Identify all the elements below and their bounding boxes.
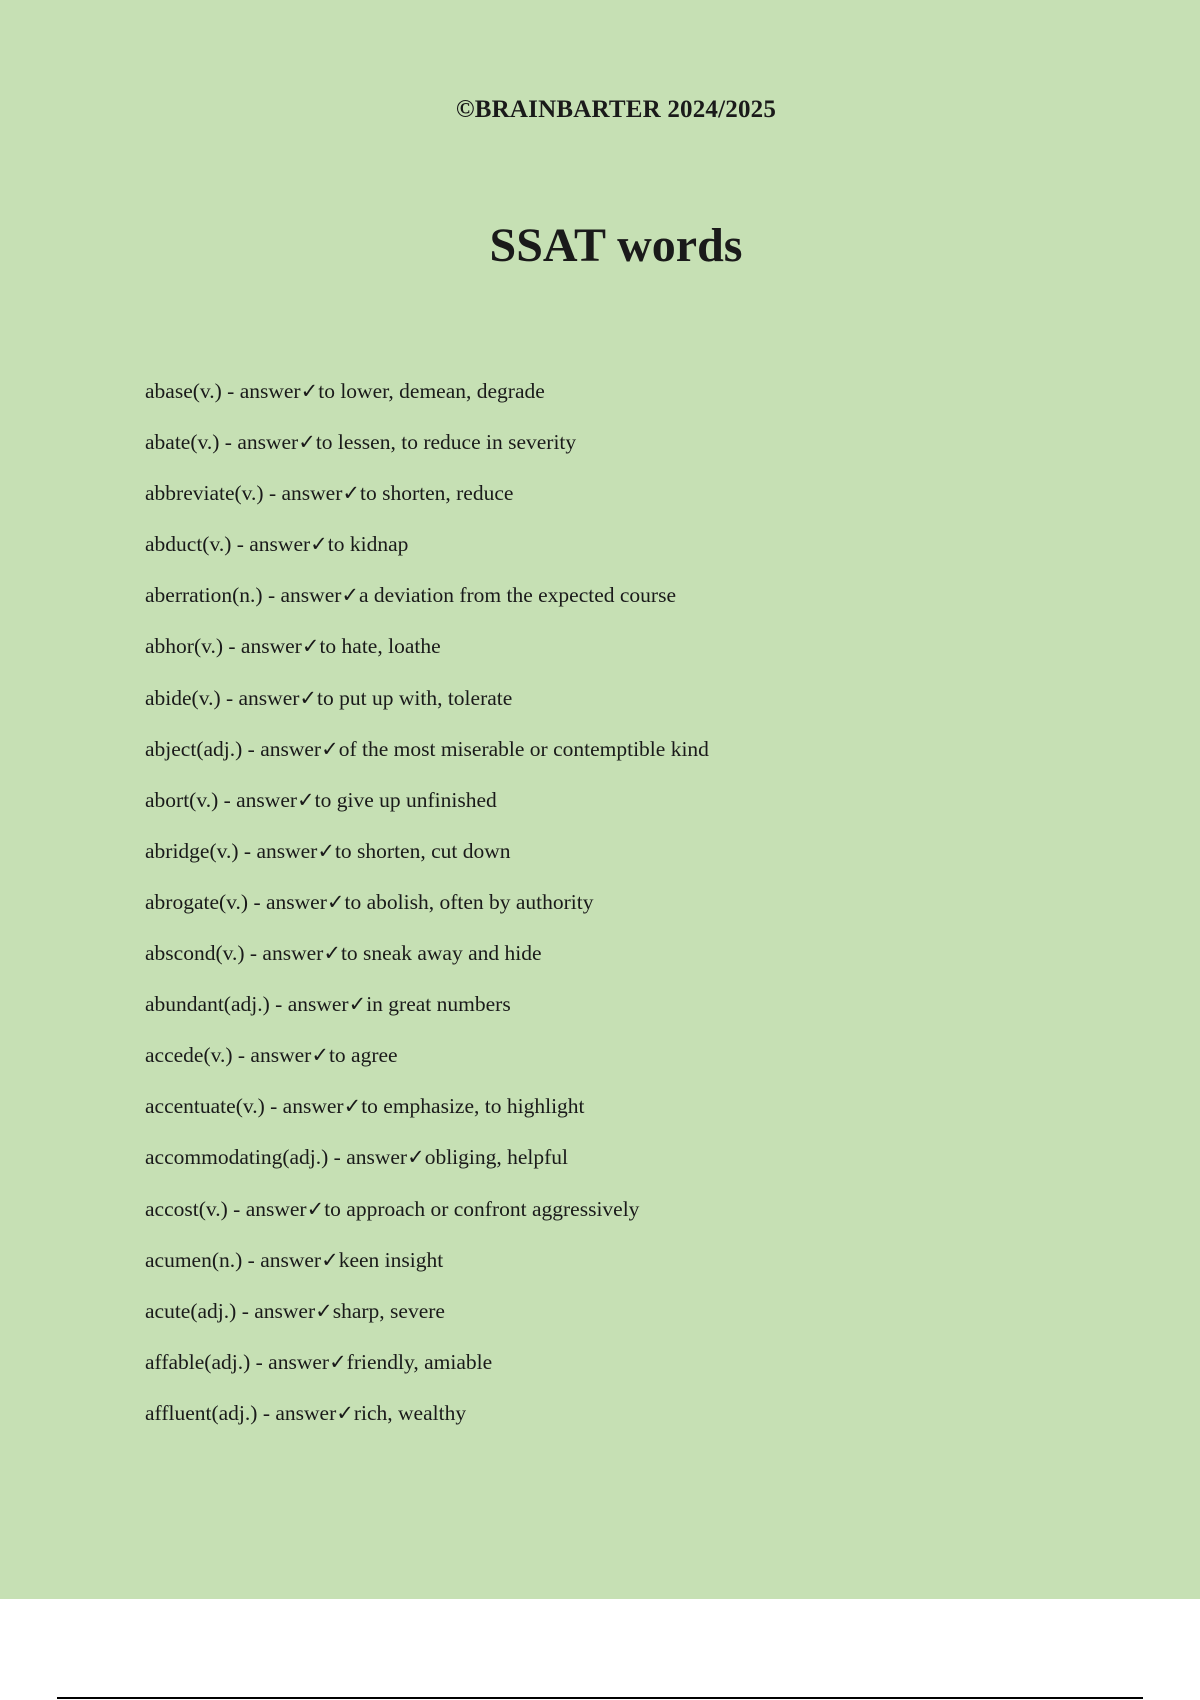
entry-separator: - answer [248, 889, 327, 914]
entry-separator: - answer [264, 1094, 344, 1119]
vocabulary-entry [145, 577, 709, 628]
checkmark-icon: ✓ [321, 736, 339, 761]
entry-word: affable(adj.) [145, 1349, 251, 1374]
entry-word: abort(v.) [145, 787, 219, 812]
checkmark-icon: ✓ [298, 430, 316, 455]
vocabulary-entry [145, 475, 709, 526]
entry-definition: to lower, demean, degrade [318, 379, 545, 403]
entry-separator: - answer [218, 787, 298, 812]
checkmark-icon: ✓ [348, 992, 367, 1017]
entry-separator: - answer [223, 634, 302, 659]
entry-definition: rich, wealthy [353, 1400, 467, 1425]
checkmark-icon: ✓ [407, 1145, 425, 1170]
entry-word: accommodating(adj.) [145, 1145, 329, 1170]
vocabulary-entry [145, 833, 709, 884]
entry-word: abase(v.) [145, 379, 222, 403]
vocabulary-entry [145, 1191, 709, 1242]
checkmark-icon: ✓ [300, 379, 319, 403]
entry-definition: to sneak away and hide [340, 941, 542, 966]
entry-separator: - answer [242, 736, 322, 761]
vocabulary-entry [145, 782, 709, 833]
checkmark-icon: ✓ [329, 1349, 347, 1374]
vocabulary-list [145, 373, 709, 1446]
entry-separator: - answer [250, 1349, 330, 1374]
vocabulary-entry [145, 935, 709, 986]
entry-word: acute(adj.) [145, 1298, 237, 1323]
entry-separator: - answer [269, 992, 349, 1017]
entry-separator: - answer [220, 685, 300, 710]
entry-separator: - answer [238, 838, 318, 863]
vocabulary-entry [145, 424, 709, 475]
entry-definition: to shorten, reduce [360, 481, 514, 506]
vocabulary-entry [145, 731, 709, 782]
entry-definition: to give up unfinished [314, 787, 497, 812]
vocabulary-entry [145, 1139, 709, 1190]
entry-word: abscond(v.) [145, 941, 245, 966]
vocabulary-entry [145, 680, 709, 731]
entry-word: accost(v.) [145, 1196, 228, 1221]
entry-separator: - answer [227, 1196, 307, 1221]
entry-word: abhor(v.) [145, 634, 224, 659]
entry-definition: a deviation from the expected course [359, 583, 677, 608]
entry-definition: to kidnap [327, 532, 409, 557]
vocabulary-entry [145, 1344, 709, 1395]
entry-separator: - answer [231, 532, 311, 557]
entry-word: affluent(adj.) [145, 1400, 258, 1425]
checkmark-icon: ✓ [315, 1298, 333, 1323]
entry-definition: to lessen, to reduce in severity [315, 430, 577, 455]
entry-definition: in great numbers [366, 992, 511, 1017]
entry-word: abate(v.) [145, 430, 220, 455]
checkmark-icon: ✓ [299, 685, 318, 710]
entry-definition: of the most miserable or contemptible kind [338, 736, 709, 761]
vocabulary-entry [145, 526, 709, 577]
vocabulary-entry [145, 1088, 709, 1139]
entry-definition: sharp, severe [332, 1298, 445, 1323]
entry-word: acumen(n.) [145, 1247, 243, 1272]
vocabulary-entry [145, 1242, 709, 1293]
page-title: SSAT words [489, 219, 743, 272]
entry-definition: to agree [328, 1043, 398, 1068]
vocabulary-entry [145, 1037, 709, 1088]
copyright-header: ©BRAINBARTER 2024/2025 [455, 96, 777, 123]
entry-word: abrogate(v.) [145, 889, 249, 914]
entry-word: abbreviate(v.) [145, 481, 264, 506]
entry-word: aberration(n.) [145, 583, 263, 608]
vocabulary-entry [145, 1293, 709, 1344]
entry-definition: to approach or confront aggressively [324, 1196, 640, 1221]
entry-word: abject(adj.) [145, 736, 243, 761]
entry-definition: friendly, amiable [346, 1349, 493, 1374]
entry-definition: keen insight [338, 1247, 444, 1272]
vocabulary-entry [145, 884, 709, 935]
checkmark-icon: ✓ [341, 583, 360, 608]
entry-separator: - answer [232, 1043, 312, 1068]
checkmark-icon: ✓ [301, 634, 320, 659]
entry-separator: - answer [242, 1247, 322, 1272]
checkmark-icon: ✓ [306, 1196, 325, 1221]
entry-separator: - answer [221, 379, 301, 403]
checkmark-icon: ✓ [321, 1247, 339, 1272]
checkmark-icon: ✓ [343, 1094, 362, 1119]
checkmark-icon: ✓ [323, 941, 341, 966]
checkmark-icon: ✓ [317, 838, 335, 863]
entry-separator: - answer [244, 941, 324, 966]
checkmark-icon: ✓ [311, 1043, 329, 1068]
entry-separator: - answer [219, 430, 299, 455]
entry-definition: to hate, loathe [319, 634, 441, 659]
entry-word: abridge(v.) [145, 838, 239, 863]
entry-separator: - answer [236, 1298, 316, 1323]
entry-separator: - answer [262, 583, 342, 608]
vocabulary-entry [145, 628, 709, 679]
vocabulary-entry [145, 986, 709, 1037]
checkmark-icon: ✓ [336, 1400, 354, 1425]
entry-word: abduct(v.) [145, 532, 232, 557]
entry-separator: - answer [257, 1400, 337, 1425]
entry-word: abundant(adj.) [145, 992, 270, 1017]
checkmark-icon: ✓ [326, 889, 345, 914]
checkmark-icon: ✓ [297, 787, 315, 812]
entry-separator: - answer [328, 1145, 408, 1170]
vocabulary-entry [145, 373, 709, 424]
entry-definition: to emphasize, to highlight [361, 1094, 585, 1119]
entry-word: abide(v.) [145, 685, 221, 710]
entry-word: accentuate(v.) [145, 1094, 265, 1119]
footer-divider [57, 1697, 1143, 1699]
entry-definition: obliging, helpful [424, 1145, 569, 1170]
entry-definition: to put up with, tolerate [317, 685, 513, 710]
entry-definition: to abolish, often by authority [344, 889, 594, 914]
entry-separator: - answer [263, 481, 343, 506]
entry-word: accede(v.) [145, 1043, 233, 1068]
checkmark-icon: ✓ [310, 532, 328, 557]
checkmark-icon: ✓ [342, 481, 360, 506]
entry-definition: to shorten, cut down [334, 838, 511, 863]
vocabulary-entry [145, 1395, 709, 1446]
